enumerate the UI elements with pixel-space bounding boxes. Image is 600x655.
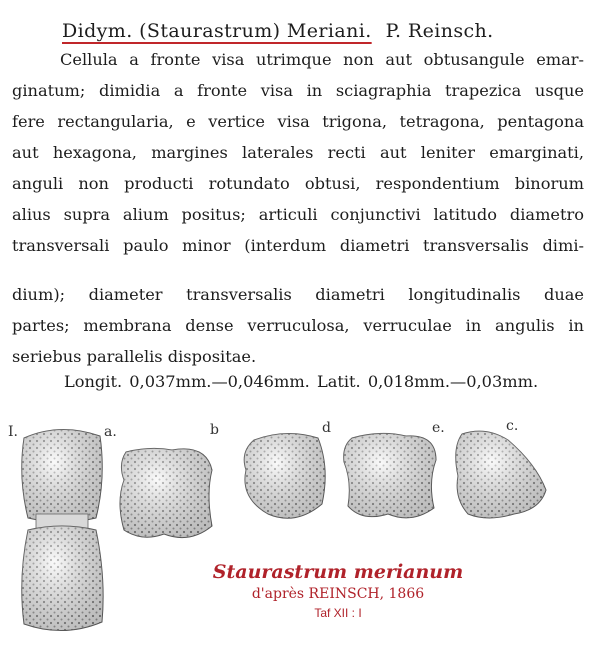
figure-label-a: a. — [104, 424, 117, 440]
description-paragraph-2 — [12, 279, 584, 372]
text-line: fere rectangularia, e vertice visa trigona, tetragona, pentagona — [12, 112, 584, 131]
figure-label-I: I. — [8, 424, 18, 440]
text-line: ginatum; dimidia a fronte visa in sciagraphia trapezica usque — [12, 81, 584, 100]
specimen-view-e — [344, 433, 436, 517]
text-line: dium); diameter transversalis diametri longitudinalis duae — [12, 285, 584, 304]
text-line: anguli non producti rotundato obtusi, respondentium binorum — [12, 174, 584, 193]
specimen-view-c — [456, 431, 546, 518]
caption-source: d'après REINSCH, 1866 — [251, 586, 425, 602]
measurements-line: Longit. 0,037mm.—0,046mm. Latit. 0,018mm.—0,03mm. — [64, 372, 539, 391]
text-line: seriebus parallelis dispositae. — [12, 347, 257, 366]
figure-label-e: e. — [432, 420, 445, 436]
caption-plate: Taf XII : I — [314, 606, 362, 620]
caption-species: Staurastrum merianum — [212, 561, 464, 583]
heading-name: Didym. (Staurastrum) Meriani. — [62, 20, 372, 42]
species-heading — [62, 20, 494, 42]
figure-label-b: b — [210, 422, 219, 438]
specimen-front-view — [22, 429, 103, 630]
heading-author: P. Reinsch. — [385, 20, 494, 42]
specimen-view-d — [244, 433, 325, 518]
figure-caption — [208, 560, 468, 622]
description-paragraph-1 — [12, 44, 584, 261]
text-line: aut hexagona, margines laterales recti aut leniter emarginati, — [12, 143, 584, 162]
figure-label-c: c. — [506, 418, 519, 434]
figure-label-d: d — [322, 420, 331, 436]
text-line: transversali paulo minor (interdum diametri transversalis dimi- — [12, 236, 584, 255]
text-line: alius supra alium positus; articuli conjunctivi latitudo diametro — [12, 205, 584, 224]
specimen-view-b — [120, 448, 212, 537]
text-line: Cellula a fronte visa utrimque non aut obtusangule emar- — [60, 50, 584, 69]
text-line: partes; membrana dense verruculosa, verruculae in angulis in — [12, 316, 584, 335]
